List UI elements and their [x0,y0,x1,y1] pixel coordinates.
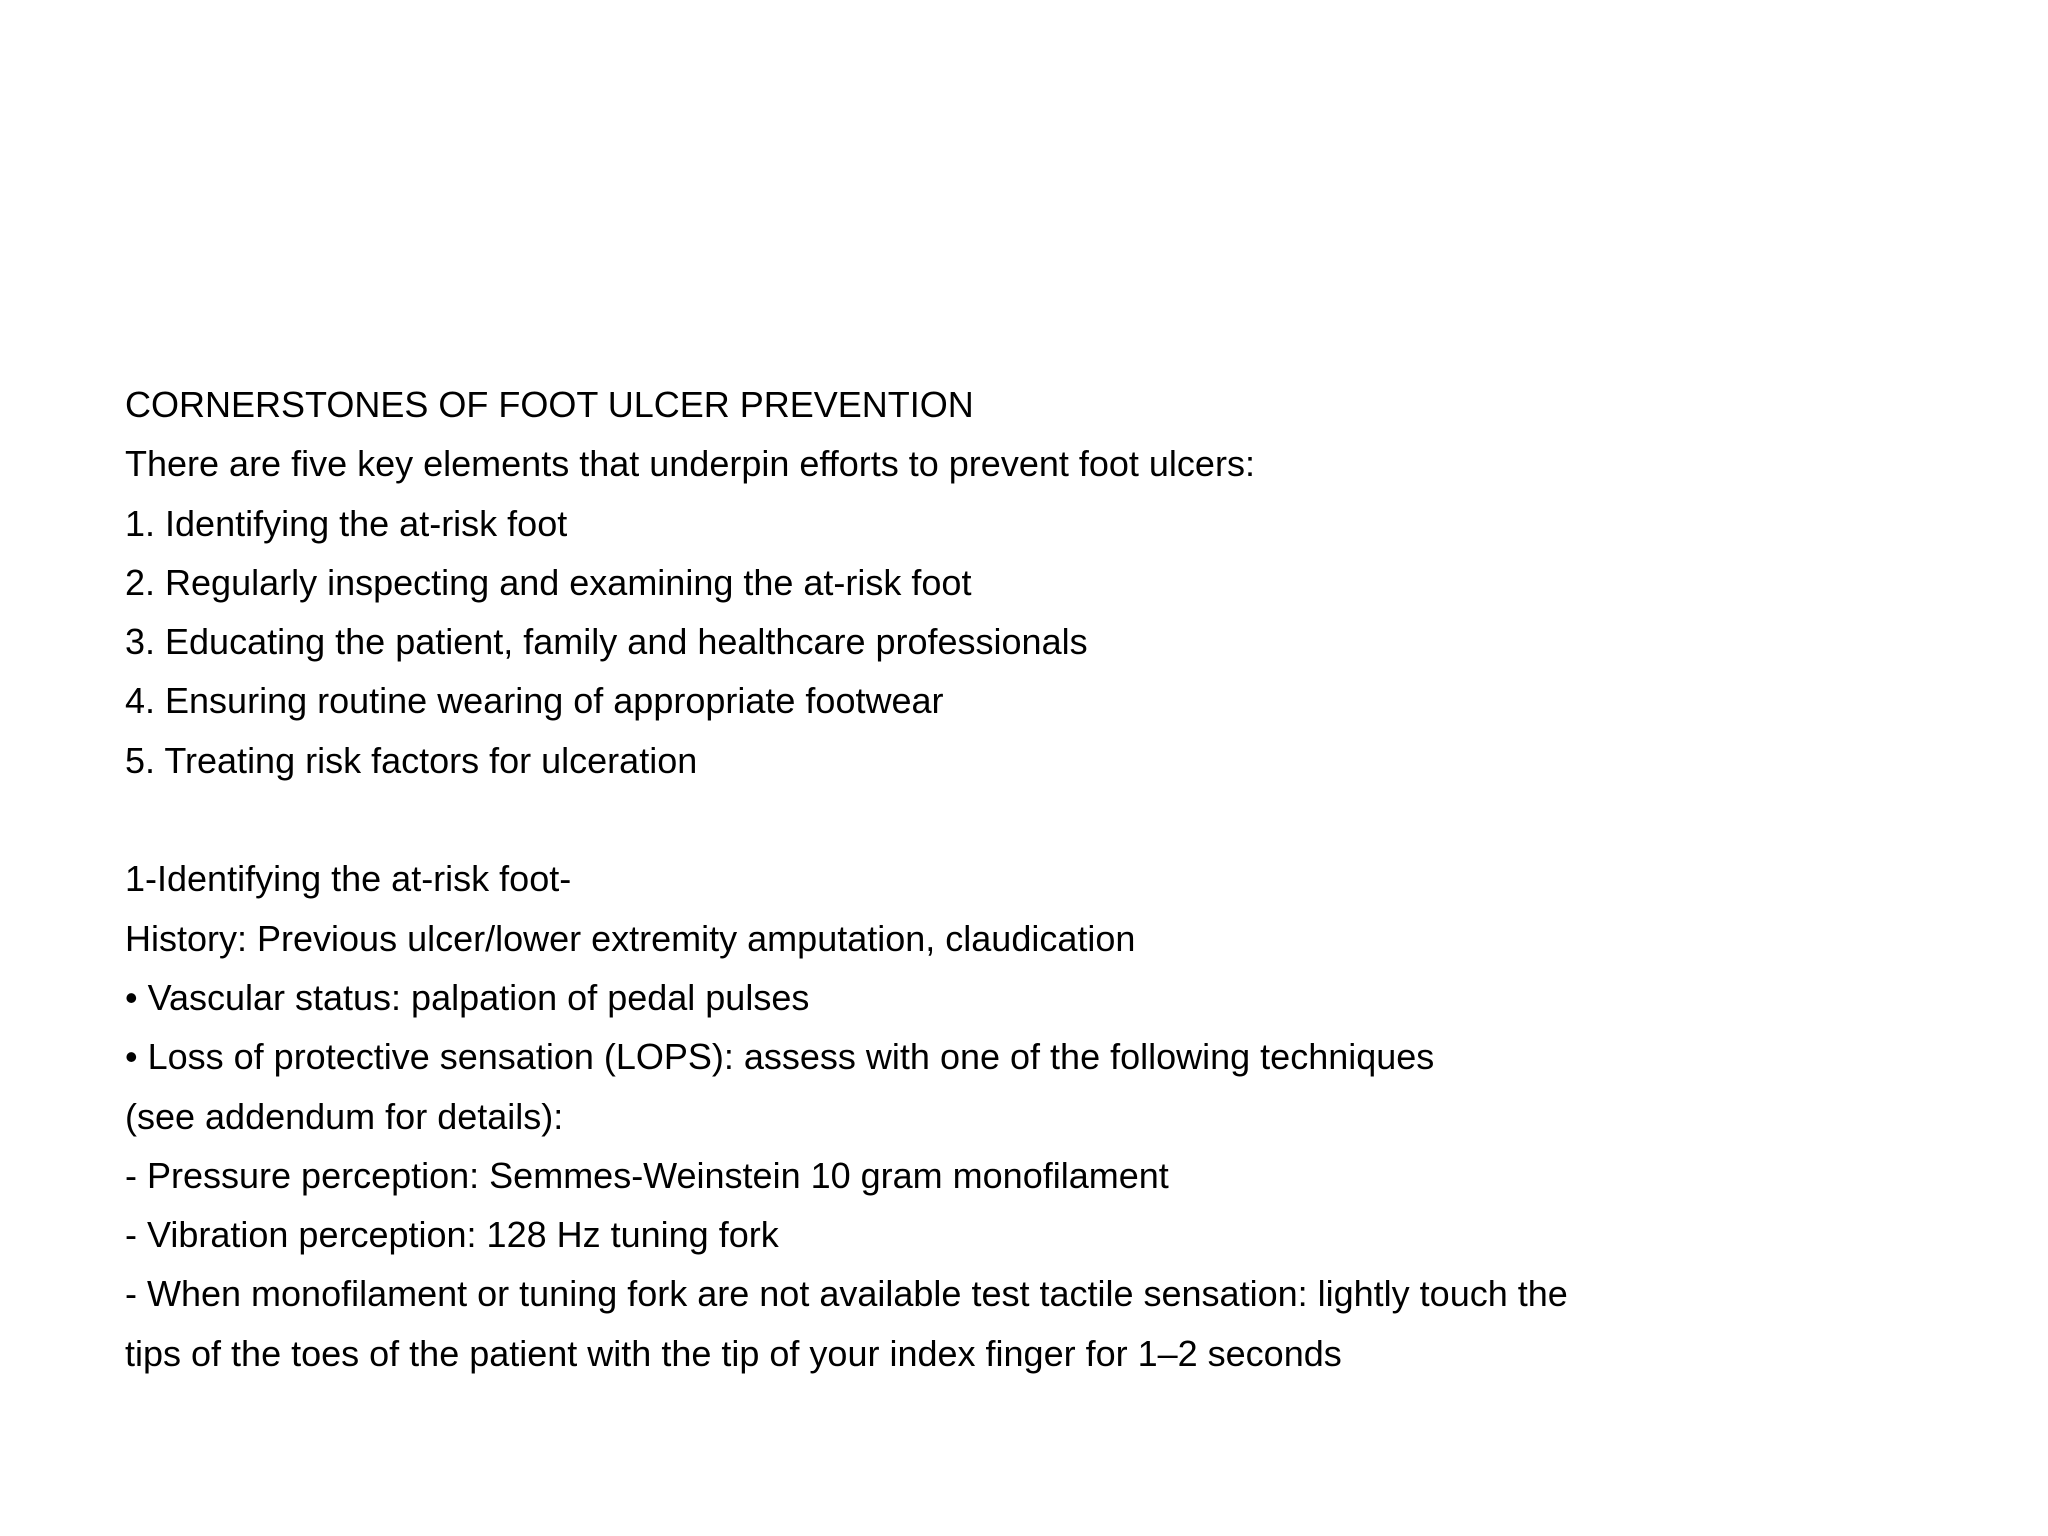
bullet-vascular-status: • Vascular status: palpation of pedal pulses [125,976,810,1018]
technique-pressure-perception: - Pressure perception: Semmes-Weinstein 10 gram monofilament [125,1154,1169,1196]
slide-text-body [125,375,2005,1383]
list-item-element-4: 4. Ensuring routine wearing of appropriate footwear [125,680,944,722]
section-heading: 1-Identifying the at-risk foot- [125,858,572,900]
history-text: History: Previous ulcer/lower extremity amputation, claudication [125,917,1136,959]
technique-vibration-perception: - Vibration perception: 128 Hz tuning fork [125,1214,779,1256]
technique-tactile-sensation: - When monofilament or tuning fork are not available test tactile sensation: lightly touch the [125,1273,1568,1315]
list-item-element-3: 3. Educating the patient, family and healthcare professionals [125,621,1088,663]
bullet-loss-of-protective-sensation: • Loss of protective sensation (LOPS): assess with one of the following techniques [125,1036,1435,1078]
list-item-element-2: 2. Regularly inspecting and examining the at-risk foot [125,561,972,603]
blank-line [125,790,2005,849]
intro-text: There are five key elements that underpin efforts to prevent foot ulcers: [125,443,1255,485]
technique-tactile-sensation-continued: tips of the toes of the patient with the tip of your index finger for 1–2 seconds [125,1332,1342,1374]
document-title: CORNERSTONES OF FOOT ULCER PREVENTION [125,384,974,425]
list-item-element-1: 1. Identifying the at-risk foot [125,502,568,544]
bullet-continuation: (see addendum for details): [125,1095,564,1137]
list-item-element-5: 5. Treating risk factors for ulceration [125,739,698,781]
